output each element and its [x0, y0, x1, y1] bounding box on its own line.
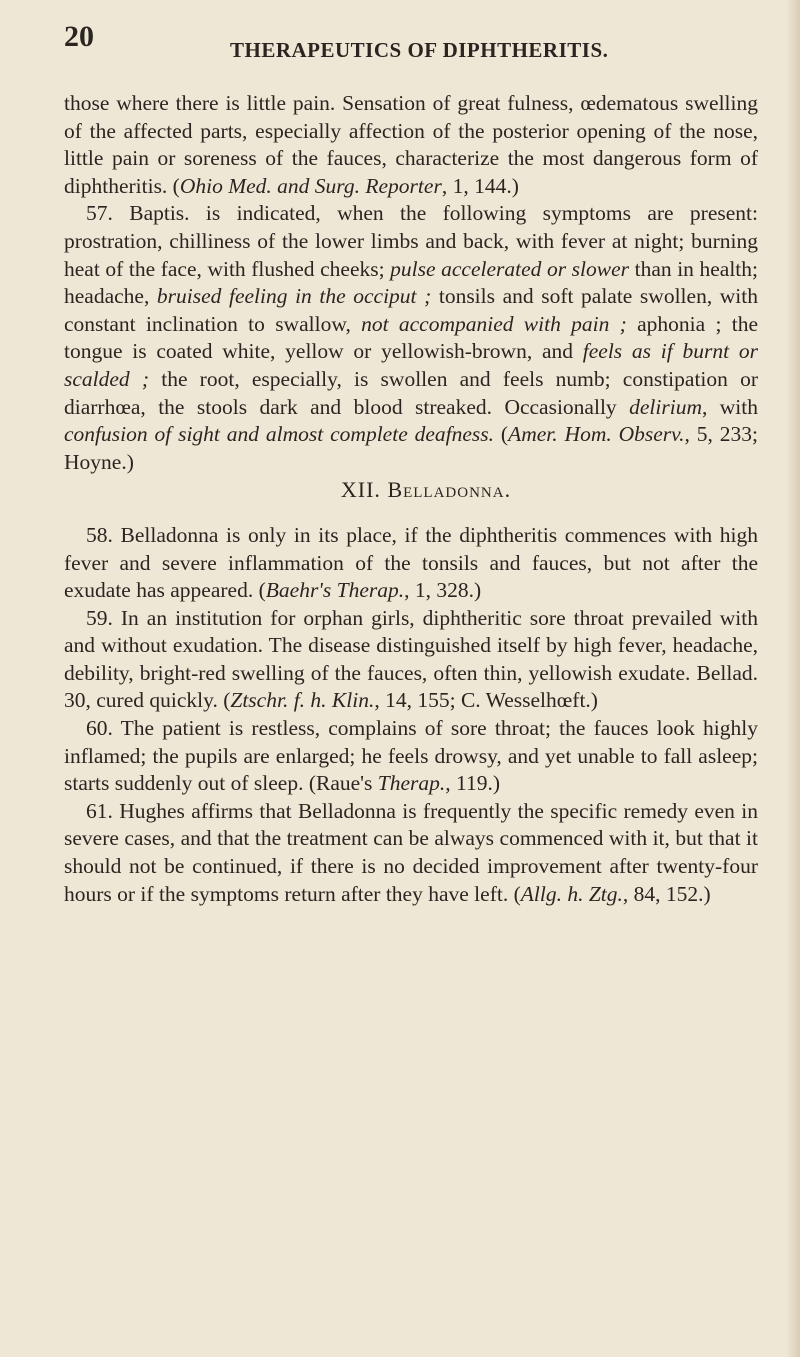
page-number: 20 [64, 20, 94, 53]
paragraph-57: 57. Baptis. is indicated, when the following symptoms are present: prostration, chilliness of the lower limbs and back, with fever at night; burning heat of the face, with flushed cheeks; pulse accelerated or slower than in health; headache, bruised feeling in the occiput ; tonsils and soft palate swollen, with constant inclination to swallow, not accompanied with pain ; aphonia ; the tongue is coated white, yellow or yellowish-brown, and feels as if burnt or scalded ; the root, especially, is swollen and feels numb; constipation or diarrhœa, the stools dark and blood streaked. Occasionally delirium, with confusion of sight and almost complete deafness. (Amer. Hom. Observ., 5, 233; Hoyne.) [64, 201, 759, 474]
paragraph-59: 59. In an institution for orphan girls, diphtheritic sore throat prevailed with and without exudation. The disease distinguished itself by high fever, headache, debility, bright-red swelling of the fauces, often thin, yellowish exudate. Bellad. 30, cured quickly. (Ztschr. f. h. Klin., 14, 155; C. Wesselhœft.) [64, 605, 758, 713]
body-text [64, 90, 758, 908]
paragraph-continued: those where there is little pain. Sensation of great fulness, œdematous swelling of the affected parts, especially affection of the posterior opening of the nose, little pain or soreness of the fauces, characterize the most dangerous form of diphtheritis. (Ohio Med. and Surg. Reporter, 1, 144.) [64, 91, 758, 198]
paragraph-60: 60. The patient is restless, complains of sore throat; the fauces look highly inflamed; the pupils are enlarged; he feels drowsy, and yet unable to fall asleep; starts suddenly out of sleep. (Raue's Therap., 119.) [64, 716, 758, 796]
section-heading: XII. Belladonna. [340, 477, 512, 503]
page-edge-shadow [786, 0, 800, 1357]
paragraph-58: 58. Belladonna is only in its place, if the diphtheritis commences with high fever and severe inflammation of the tonsils and fauces, but not after the exudate has appeared. (Baehr's Therap., 1, 328.) [64, 522, 758, 603]
running-head: THERAPEUTICS OF DIPHTHERITIS. [230, 38, 609, 62]
paragraph-61: 61. Hughes affirms that Belladonna is frequently the specific remedy even in severe cases, and that the treatment can be always commenced with it, but that it should not be continued, if there is no decided improvement after twenty-four hours or if the symptoms return after they have left. (Allg. h. Ztg., 84, 152.) [64, 798, 758, 906]
